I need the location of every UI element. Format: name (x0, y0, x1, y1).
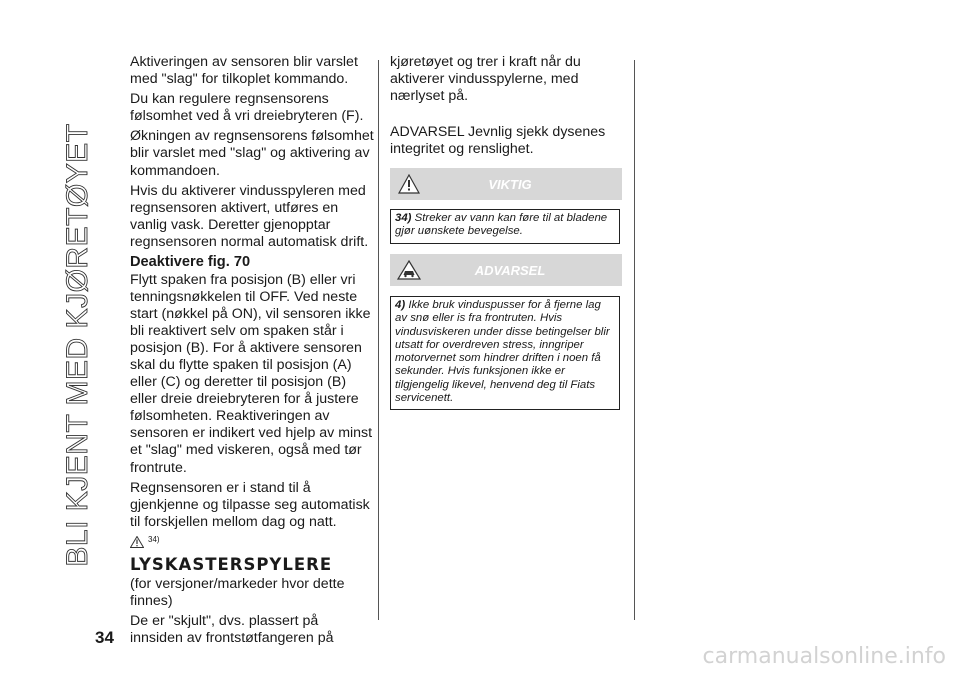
viktig-banner (390, 168, 622, 200)
reference-number: 34) (148, 534, 160, 544)
paragraph: ADVARSEL Jevnlig sjekk dysenes integritet og renslighet. (390, 124, 606, 158)
warning-triangle-icon (398, 174, 420, 194)
paragraph: Hvis du aktiverer vindusspyleren med regnsensoren aktivert, utføres en vanlig vask. Deretter gjenopptar regnsensoren normal automatisk drift. (130, 182, 369, 250)
warning-triangle-icon (130, 536, 144, 548)
advarsel-box (390, 296, 620, 410)
paragraph: Aktiveringen av sensoren blir varslet med "slag" for tilkoplet kommando. (130, 54, 358, 88)
car-warning-icon (397, 260, 421, 280)
viktig-label: VIKTIG (488, 176, 532, 192)
left-column (130, 54, 374, 650)
paragraph: De er "skjult", dvs. plassert på innsiden av frontstøtfangeren på (130, 613, 334, 647)
page-number: 34 (95, 628, 114, 647)
warning-reference (130, 534, 374, 548)
paragraph: Du kan regulere regnsensorens følsomhet ved å vri dreiebryteren (F). (130, 91, 364, 125)
heading-deactivate: Deaktivere fig. 70 (130, 254, 251, 271)
right-column (390, 54, 622, 158)
paragraph: Økningen av regnsensorens følsomhet blir varslet med "slag" og aktivering av kommandoen. (130, 128, 374, 179)
note-text: Streker av vann kan føre til at bladene gjør uønskete bevegelse. (395, 212, 608, 238)
viktig-box (390, 209, 620, 244)
paragraph: (for versjoner/markeder hvor dette finnes) (130, 575, 345, 610)
note-number: 4) (395, 299, 406, 311)
paragraph: Regnsensoren er i stand til å gjenkjenne og tilpasse seg automatisk til forskjellen mellom dag og natt. (130, 479, 370, 530)
column-divider (634, 60, 635, 620)
note-text: Ikke bruk vinduspusser for å fjerne lag av snø eller is fra frontruten. Hvis vindusviskeren under disse betingelser blir utsatt for overdreven stress, inngriper motorvernet som hindrer driften i noen få sekunder. Hvis funksjonen ikke er tilgjengelig likevel, henvend deg til Fiats servicenett. (395, 299, 610, 405)
advarsel-label: ADVARSEL (474, 262, 546, 278)
paragraph: kjøretøyet og trer i kraft når du aktiverer vindusspylerne, med nærlyset på. (390, 54, 581, 105)
advarsel-banner (390, 254, 622, 286)
note-number: 34) (395, 212, 412, 224)
watermark: carmanualsonline.info (702, 644, 946, 669)
column-divider (378, 60, 379, 620)
heading-headlamp-washers: LYSKASTERSPYLERE (130, 554, 333, 574)
side-chapter-title: BLI KJENT MED KJØRETØYET (61, 123, 94, 567)
paragraph: Flytt spaken fra posisjon (B) eller vri tenningsnøkkelen til OFF. Ved neste start (nøkkel på ON), vil sensoren ikke bli reaktivert selv om spaken står i posisjon (B). For å aktivere sensoren skal du flytte spaken til posisjon (A) eller (C) og deretter til posisjon (B) eller dreie dreiebryteren for å justere følsomheten. Reaktiveringen av sensoren er indikert ved hjelp av minst et "slag" med viskeren, også med tør frontrute. (130, 271, 373, 476)
